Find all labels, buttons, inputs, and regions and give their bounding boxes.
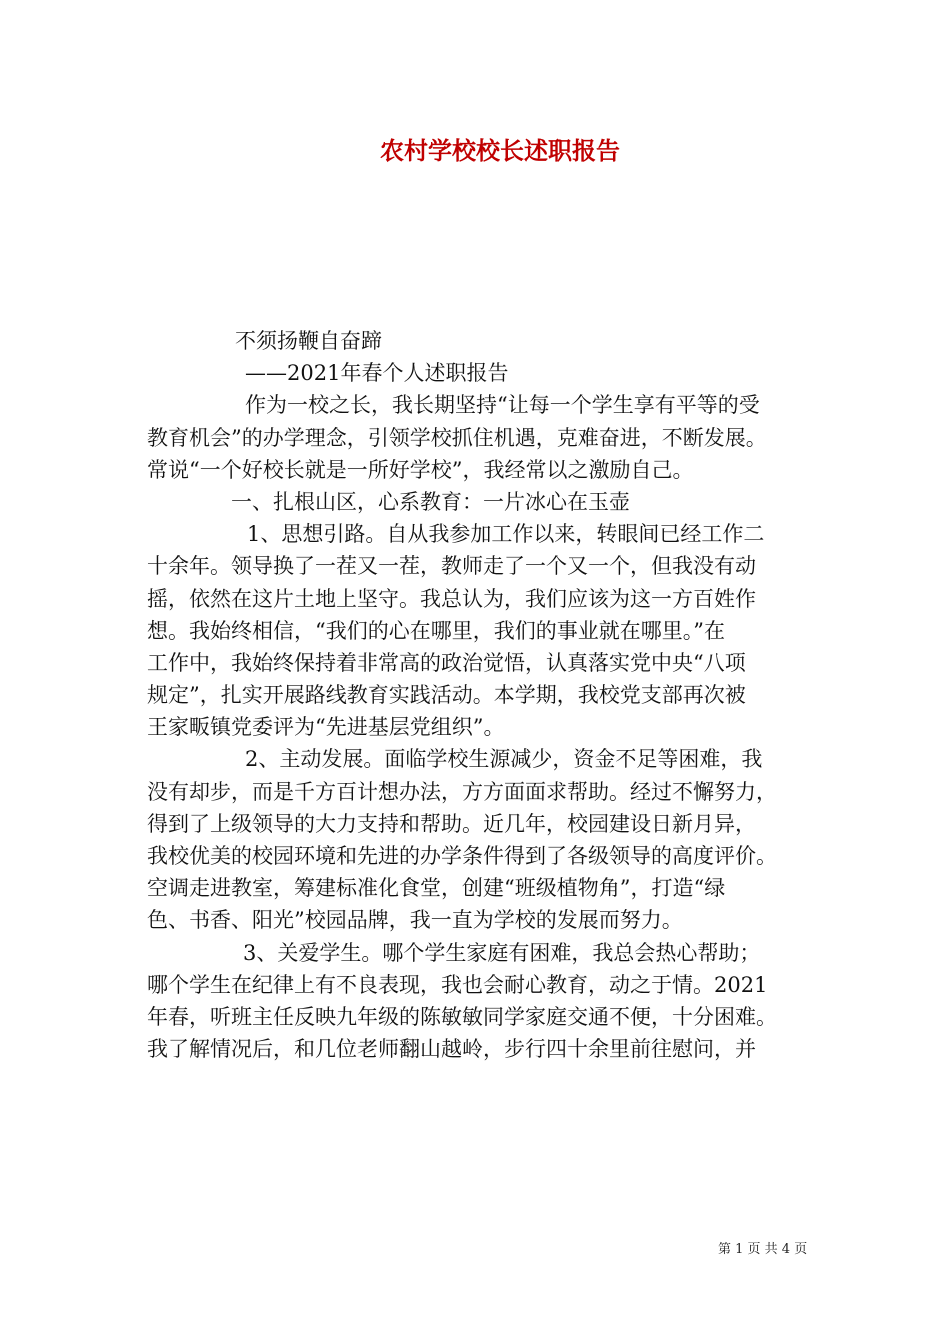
paragraph-line: 王家畈镇党委评为“先进基层党组织”。 (147, 715, 505, 740)
paragraph-line: 十余年。领导换了一茬又一茬，教师走了一个又一个，但我没有动 (147, 554, 756, 579)
paragraph-line: 3、关爱学生。哪个学生家庭有困难，我总会热心帮助； (243, 940, 761, 965)
paragraph-line: 空调走进教室，筹建标准化食堂，创建“班级植物角”，打造“绿 (147, 876, 726, 901)
paragraph-line: 常说“一个好校长就是一所好学校”，我经常以之激励自己。 (147, 457, 694, 482)
paragraph-line: 教育机会”的办学理念，引领学校抓住机遇，克难奋进，不断发展。 (147, 425, 767, 450)
paragraph-line: 2、主动发展。面临学校生源减少，资金不足等困难，我 (245, 747, 763, 772)
paragraph-line: 色、书香、阳光”校园品牌，我一直为学校的发展而努力。 (147, 908, 683, 933)
paragraph-line: 没有却步，而是千方百计想办法，方方面面求帮助。经过不懈努力， (147, 779, 777, 804)
paragraph-line: 工作中，我始终保持着非常高的政治觉悟，认真落实党中央“八项 (147, 650, 746, 675)
paragraph-line: 规定”，扎实开展路线教育实践活动。本学期，我校党支部再次被 (147, 683, 746, 708)
section-heading: 一、扎根山区，心系教育：一片冰心在玉壶 (231, 489, 630, 514)
paragraph-line: 哪个学生在纪律上有不良表现，我也会耐心教育，动之于情。2021 (147, 972, 768, 997)
page-footer: 第 1 页 共 4 页 (718, 1242, 808, 1257)
paragraph-line: 年春，听班主任反映九年级的陈敏敏同学家庭交通不便，十分困难。 (147, 1004, 777, 1029)
document-body (147, 325, 837, 1065)
paragraph-line: 想。我始终相信，“我们的心在哪里，我们的事业就在哪里。”在 (147, 618, 725, 643)
paragraph-line: 1、思想引路。自从我参加工作以来，转眼间已经工作二 (247, 522, 765, 547)
subtitle-line: ——2021年春个人述职报告 (245, 361, 509, 386)
paragraph-line: 我校优美的校园环境和先进的办学条件得到了各级领导的高度评价。 (147, 844, 777, 868)
paragraph-line: 摇，依然在这片土地上坚守。我总认为，我们应该为这一方百姓作 (147, 586, 756, 611)
paragraph-line: 得到了上级领导的大力支持和帮助。近几年，校园建设日新月异， (147, 811, 756, 836)
document-title: 农村学校校长述职报告 (380, 136, 620, 165)
paragraph-line: 我了解情况后，和几位老师翻山越岭，步行四十余里前往慰问，并 (147, 1037, 756, 1062)
subtitle-line: 不须扬鞭自奋蹄 (235, 329, 382, 353)
paragraph-line: 作为一校之长，我长期坚持“让每一个学生享有平等的受 (245, 393, 760, 418)
